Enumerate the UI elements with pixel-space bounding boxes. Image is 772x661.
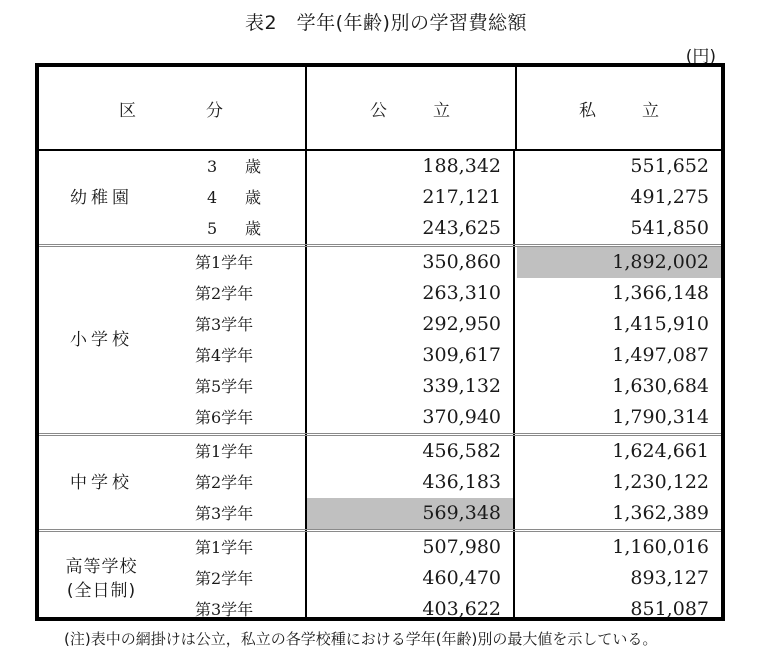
- grade-label: 第1学年: [195, 253, 254, 272]
- age-label: 5 歳: [207, 219, 262, 238]
- public-value: 292,950: [422, 313, 501, 335]
- header-private-char1: 私: [579, 100, 598, 121]
- grade-label: 第6学年: [195, 408, 254, 427]
- table-row: [39, 532, 721, 563]
- table-row: [39, 247, 721, 278]
- table-header: [39, 67, 721, 151]
- table-row: [39, 436, 721, 467]
- group-kindergarten: [39, 151, 721, 244]
- grade-label: 第4学年: [195, 346, 254, 365]
- grade-label: 第3学年: [195, 504, 254, 523]
- age-label: 4 歳: [207, 188, 262, 207]
- header-kubun: [39, 67, 305, 149]
- table-row: [39, 278, 721, 309]
- header-public-char2: 立: [433, 100, 452, 121]
- age-label: 3 歳: [207, 157, 262, 176]
- private-value: 1,624,661: [612, 440, 709, 462]
- public-value: 403,622: [422, 598, 501, 620]
- table-row: [39, 309, 721, 340]
- public-value-max: 569,348: [307, 498, 513, 529]
- table-row: [39, 594, 721, 625]
- group-label-line2: (全日制): [66, 580, 137, 601]
- public-value: 370,940: [422, 406, 501, 428]
- grade-label: 第2学年: [195, 473, 254, 492]
- grade-label: 第3学年: [195, 315, 254, 334]
- table-row: [39, 371, 721, 402]
- public-value: 350,860: [422, 251, 501, 273]
- table-row: [39, 402, 721, 433]
- public-value: 309,617: [422, 344, 501, 366]
- grade-label: 第5学年: [195, 377, 254, 396]
- private-value: 1,790,314: [612, 406, 709, 428]
- private-value: 1,230,122: [612, 471, 709, 493]
- public-value: 188,342: [422, 155, 501, 177]
- table-body: [39, 151, 721, 625]
- group-label: 小学校: [70, 330, 133, 350]
- public-value: 456,582: [422, 440, 501, 462]
- footnote: (注)表中の網掛けは公立，私立の各学校種における学年(年齢)別の最大値を示している。: [64, 630, 658, 648]
- private-value-max: 1,892,002: [517, 247, 721, 278]
- header-public-char1: 公: [370, 100, 389, 121]
- public-value: 263,310: [422, 282, 501, 304]
- table-row: [39, 151, 721, 182]
- group-junior-high: [39, 433, 721, 529]
- private-value: 1,415,910: [612, 313, 709, 335]
- public-value: 436,183: [422, 471, 501, 493]
- grade-label: 第2学年: [195, 569, 254, 588]
- grade-label: 第3学年: [195, 600, 254, 619]
- unit-label: (円): [685, 47, 716, 67]
- table-row: [39, 340, 721, 371]
- group-high-school: [39, 529, 721, 625]
- header-private: [515, 67, 723, 149]
- private-value: 1,497,087: [612, 344, 709, 366]
- header-public: [305, 67, 515, 149]
- table-row: [39, 563, 721, 594]
- private-value: 491,275: [630, 186, 709, 208]
- public-value: 460,470: [422, 567, 501, 589]
- private-value: 541,850: [630, 217, 709, 239]
- table-row: [39, 467, 721, 498]
- private-value: 551,652: [630, 155, 709, 177]
- group-label-line1: 高等学校: [65, 556, 138, 577]
- header-kubun-char2: 分: [206, 100, 225, 121]
- header-kubun-char1: 区: [119, 100, 138, 121]
- grade-label: 第1学年: [195, 538, 254, 557]
- table-row: [39, 182, 721, 213]
- public-value: 217,121: [422, 186, 501, 208]
- public-value: 507,980: [422, 536, 501, 558]
- group-label: 幼稚園: [70, 187, 133, 208]
- header-private-char2: 立: [642, 100, 661, 121]
- grade-label: 第1学年: [195, 442, 254, 461]
- table-title: 表2 学年(年齢)別の学習費総額: [245, 12, 527, 34]
- table-row: [39, 498, 721, 529]
- private-value: 851,087: [630, 598, 709, 620]
- private-value: 1,630,684: [612, 375, 709, 397]
- public-value: 339,132: [422, 375, 501, 397]
- group-label: 中学校: [70, 472, 133, 493]
- table-row: [39, 213, 721, 244]
- group-elementary: [39, 244, 721, 433]
- public-value: 243,625: [422, 217, 501, 239]
- private-value: 1,366,148: [612, 282, 709, 304]
- private-value: 1,160,016: [612, 536, 709, 558]
- cost-table: [35, 63, 725, 621]
- private-value: 893,127: [630, 567, 709, 589]
- private-value: 1,362,389: [612, 502, 709, 524]
- grade-label: 第2学年: [195, 284, 254, 303]
